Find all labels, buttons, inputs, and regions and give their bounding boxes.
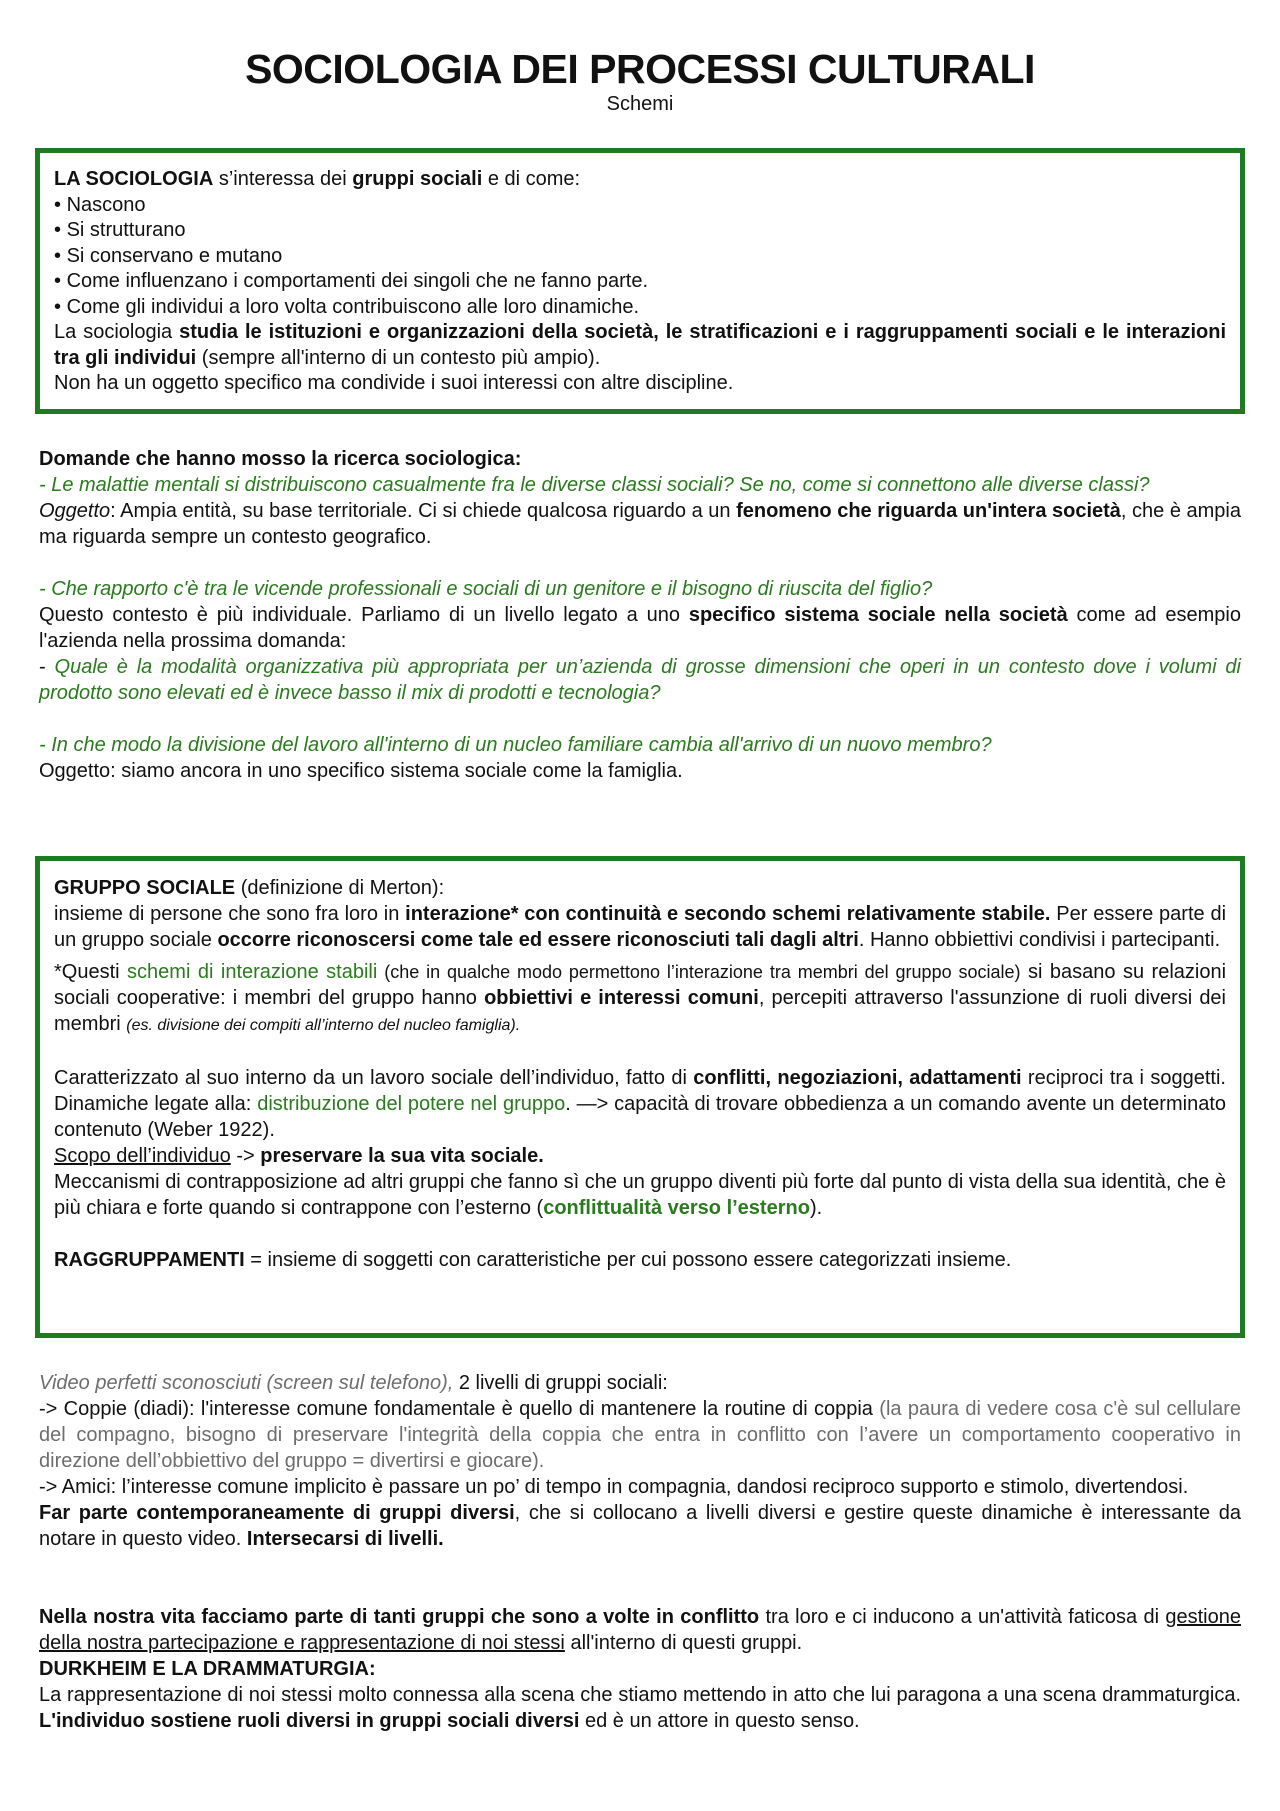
individual-purpose: Scopo dell’individuo -> preservare la sua vita sociale.: [54, 1145, 544, 1167]
social-group-box: [35, 856, 1245, 1338]
groupings-definition: RAGGRUPPAMENTI = insieme di soggetti con caratteristiche per cui possono essere categorizzati insieme.: [54, 1249, 1012, 1271]
interaction-schemes-note: *Questi schemi di interazione stabili (che in qualche modo permettono l’interazione tra membri del gruppo sociale) si basano su relazioni sociali cooperative: i membri del gruppo hanno obbiettivi e interessi comuni, percepiti attraverso l'assunzione di ruoli diversi dei membri (es. divisione dei compiti all’interno del nucleo famiglia).: [54, 961, 1227, 1035]
conflict-groups-paragraph: Nella nostra vita facciamo parte di tanti gruppi che sono a volte in conflitto tra loro e ci inducono a un'attività faticosa di gestione della nostra partecipazione e rappresentazione di noi stessi all'interno di questi gruppi.: [39, 1606, 1241, 1654]
video-intro: Video perfetti sconosciuti (screen sul telefono), 2 livelli di gruppi sociali:: [39, 1372, 668, 1394]
research-questions-section: [39, 446, 1241, 784]
object-note-4: Oggetto: siamo ancora in uno specifico sistema sociale come la famiglia.: [39, 760, 683, 782]
social-work-paragraph: Caratterizzato al suo interno da un lavoro sociale dell’individuo, fatto di conflitti, negoziazioni, adattamenti reciproci tra i soggetti. Dinamiche legate alla: distribuzione del potere nel gruppo. —> capacità di trovare obbedienza a un comando avente un determinato contenuto (Weber 1922).: [54, 1067, 1226, 1141]
sociology-study-paragraph: La sociologia studia le istituzioni e organizzazioni della società, le stratificazioni e i raggruppamenti sociali e le interazioni tra gli individui (sempre all'interno di un contesto più ampio).: [54, 321, 1226, 369]
questions-heading: Domande che hanno mosso la ricerca sociologica:: [39, 448, 522, 470]
sociology-definition-box: [35, 148, 1245, 414]
list-item: • Nascono: [54, 193, 1226, 219]
social-group-heading: GRUPPO SOCIALE (definizione di Merton):: [54, 877, 445, 899]
opposition-mechanisms: Meccanismi di contrapposizione ad altri gruppi che fanno sì che un gruppo diventi più forte dal punto di vista della sua identità, che è più chiara e forte quando si contrappone con l’esterno (conflittualità verso l’esterno).: [54, 1171, 1226, 1219]
social-group-definition: insieme di persone che sono fra loro in interazione* con continuità e secondo schemi relativamente stabile. Per essere parte di un gruppo sociale occorre riconoscersi come tale ed essere riconosciuti tali dagli altri. Hanno obbiettivi condivisi i partecipanti.: [54, 903, 1227, 951]
question-mental-illness: - Le malattie mentali si distribuiscono casualmente fra le diverse classi sociali? Se no, come si connettono alle diverse classi?: [39, 474, 1150, 496]
page-title: SOCIOLOGIA DEI PROCESSI CULTURALI: [245, 46, 1035, 92]
list-item: • Come influenzano i comportamenti dei singoli che ne fanno parte.: [54, 269, 1226, 295]
sociology-intro: LA SOCIOLOGIA s’interessa dei gruppi sociali e di come:: [54, 168, 581, 190]
list-item: • Si strutturano: [54, 218, 1226, 244]
question-family-labor: - In che modo la divisione del lavoro all'interno di un nucleo familiare cambia all'arrivo di un nuovo membro?: [39, 734, 992, 756]
multiple-groups-note: Far parte contemporaneamente di gruppi diversi, che si collocano a livelli diversi e gestire queste dinamiche è interessante da notare in questo video. Intersecarsi di livelli.: [39, 1502, 1241, 1550]
video-section: [39, 1370, 1241, 1552]
couples-level: -> Coppie (diadi): l'interesse comune fondamentale è quello di mantenere la routine di coppia (la paura di vedere cosa c'è sul cellulare del compagno, bisogno di preservare l'integrità della coppia che entra in conflitto con l’avere un comportamento cooperativo in direzione dell’obbiettivo del gruppo = divertirsi e giocare).: [39, 1398, 1241, 1472]
page-subtitle: Schemi: [606, 93, 674, 115]
final-section: [39, 1604, 1241, 1734]
question-organization: - Quale è la modalità organizzativa più appropriata per un’azienda di grosse dimensioni che operi in un contesto dove i volumi di prodotto sono elevati ed è invece basso il mix di prodotti e tecnologia?: [39, 656, 1241, 704]
object-note-1: Oggetto: Ampia entità, su base territoriale. Ci si chiede qualcosa riguardo a un fenomeno che riguarda un'intera società, che è ampia ma riguarda sempre un contesto geografico.: [39, 500, 1241, 548]
list-item: • Si conservano e mutano: [54, 244, 1226, 270]
durkheim-heading: DURKHEIM E LA DRAMMATURGIA:: [39, 1658, 376, 1680]
friends-level: -> Amici: l’interesse comune implicito è passare un po’ di tempo in compagnia, dandosi reciproco supporto e stimolo, divertendosi.: [39, 1476, 1189, 1498]
dramaturgy-paragraph: La rappresentazione di noi stessi molto connessa alla scena che stiamo mettendo in atto che lui paragona a una scena drammaturgica. L'individuo sostiene ruoli diversi in gruppi sociali diversi ed è un attore in questo senso.: [39, 1684, 1241, 1732]
object-note-2: Questo contesto è più individuale. Parliamo di un livello legato a uno specifico sistema sociale nella società come ad esempio l'azienda nella prossima domanda:: [39, 604, 1241, 652]
sociology-term: LA SOCIOLOGIA: [54, 168, 214, 190]
list-item: • Come gli individui a loro volta contribuiscono alle loro dinamiche.: [54, 295, 1226, 321]
question-parent-child: - Che rapporto c'è tra le vicende professionali e sociali di un genitore e il bisogno di riuscita del figlio?: [39, 578, 933, 600]
sociology-object-paragraph: Non ha un oggetto specifico ma condivide i suoi interessi con altre discipline.: [54, 372, 734, 394]
